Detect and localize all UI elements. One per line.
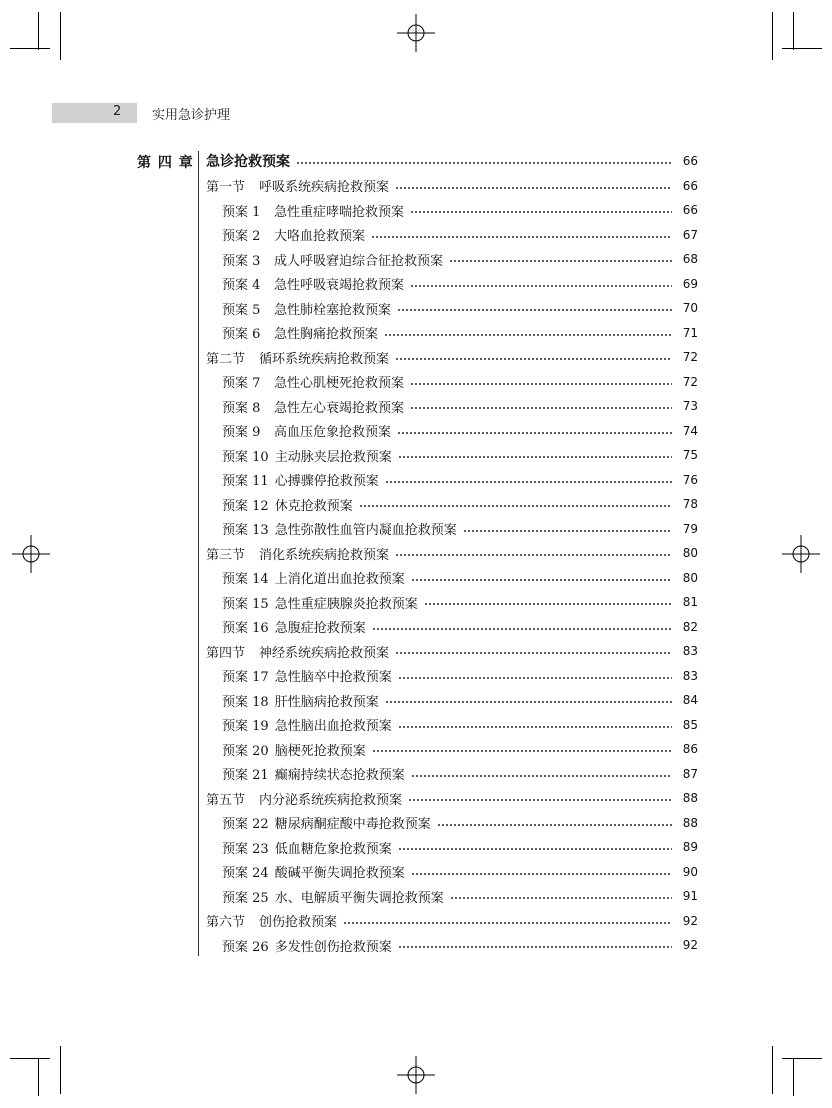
dot-leader: [372, 750, 672, 752]
entry-title: 低血糖危象抢救预案: [274, 841, 392, 857]
toc-section-row[interactable]: [206, 174, 698, 199]
entry-label: [222, 617, 366, 636]
crop-mark: [793, 1058, 794, 1096]
entry-label: [222, 250, 443, 269]
dot-leader: [411, 775, 672, 777]
entry-label: [222, 936, 392, 955]
page-ref: 79: [682, 521, 698, 536]
entry-title: 多发性创伤抢救预案: [274, 939, 392, 955]
entry-number: 预案 22: [222, 817, 269, 833]
entry-label: [222, 446, 392, 465]
entry-title: 呼吸系统疾病抢救预案: [259, 180, 390, 196]
page-ref: 71: [682, 325, 698, 340]
toc-plan-row[interactable]: [206, 468, 698, 493]
page-ref: 83: [682, 644, 698, 659]
page-ref: 66: [682, 178, 698, 193]
entry-label: [222, 887, 444, 906]
toc-plan-row[interactable]: [206, 933, 698, 958]
entry-number: 预案 9: [222, 425, 261, 441]
page-ref: 72: [682, 374, 698, 389]
entry-title: 急性左心衰竭抢救预案: [274, 400, 405, 416]
dot-leader: [449, 260, 672, 262]
entry-number: 预案 25: [222, 890, 269, 906]
entry-number: 预案 2: [222, 229, 261, 245]
dot-leader: [398, 677, 672, 679]
toc-plan-row[interactable]: [206, 223, 698, 248]
entry-title: 消化系统疾病抢救预案: [259, 547, 390, 563]
entry-title: 急性脑出血抢救预案: [274, 719, 392, 735]
dot-leader: [395, 358, 672, 360]
entry-number: 预案 17: [222, 670, 269, 686]
entry-number: 预案 15: [222, 596, 269, 612]
entry-number: 预案 21: [222, 768, 269, 784]
entry-title: 大咯血抢救预案: [274, 229, 366, 245]
entry-label: [222, 764, 405, 783]
dot-leader: [410, 211, 672, 213]
dot-leader: [371, 236, 672, 238]
entry-label: [222, 372, 404, 391]
dot-leader: [398, 946, 672, 948]
toc-plan-row[interactable]: [206, 884, 698, 909]
entry-label: [222, 666, 392, 685]
toc-plan-row[interactable]: [206, 419, 698, 444]
dot-leader: [395, 187, 672, 189]
entry-number: 预案 20: [222, 743, 269, 759]
page-ref: 80: [682, 570, 698, 585]
page-ref: 81: [682, 595, 698, 610]
page-ref: 86: [682, 742, 698, 757]
page-ref: 75: [682, 448, 698, 463]
dot-leader: [437, 824, 672, 826]
registration-mark-top: [397, 14, 435, 52]
dot-leader: [410, 383, 672, 385]
entry-label: [222, 323, 378, 342]
page-ref: 73: [682, 399, 698, 414]
page-ref: 72: [682, 350, 698, 365]
entry-title: 急性胸痛抢救预案: [274, 327, 379, 343]
page-number: 2: [113, 104, 122, 119]
entry-label: [206, 544, 389, 563]
toc-plan-row[interactable]: [206, 492, 698, 517]
toc-chapter-row[interactable]: [206, 149, 698, 174]
entry-title: 急性心肌梗死抢救预案: [274, 376, 405, 392]
chapter-label: 第 四 章: [137, 155, 194, 171]
entry-label: [222, 715, 392, 734]
entry-title: 循环系统疾病抢救预案: [259, 351, 390, 367]
entry-number: 预案 14: [222, 572, 269, 588]
page-ref: 91: [682, 889, 698, 904]
entry-number: 第一节: [206, 180, 246, 196]
dot-leader: [450, 897, 672, 899]
entry-label: [222, 225, 365, 244]
crop-mark: [793, 12, 794, 50]
entry-number: 预案 4: [222, 278, 261, 294]
dot-leader: [411, 579, 672, 581]
dot-leader: [411, 873, 672, 875]
dot-leader: [343, 922, 672, 924]
vertical-rule: [198, 151, 199, 956]
toc-section-row[interactable]: [206, 909, 698, 934]
page-ref: 88: [682, 791, 698, 806]
entry-number: 第二节: [206, 351, 246, 367]
entry-title: 酸碱平衡失调抢救预案: [274, 866, 405, 882]
entry-title: 急性呼吸衰竭抢救预案: [274, 278, 405, 294]
toc-plan-row[interactable]: [206, 590, 698, 615]
entry-label: [222, 397, 404, 416]
entry-number: 预案 11: [222, 474, 269, 490]
page-ref: 80: [682, 546, 698, 561]
dot-leader: [397, 432, 672, 434]
dot-leader: [395, 554, 672, 556]
entry-title: 癫痫持续状态抢救预案: [274, 768, 405, 784]
toc-plan-row[interactable]: [206, 688, 698, 713]
dot-leader: [296, 162, 672, 164]
toc-plan-row[interactable]: [206, 198, 698, 223]
entry-label: [206, 348, 389, 367]
dot-leader: [410, 407, 672, 409]
entry-label: [222, 274, 404, 293]
dot-leader: [384, 334, 672, 336]
crop-mark: [782, 1058, 822, 1059]
page-ref: 76: [682, 472, 698, 487]
page-ref: 78: [682, 497, 698, 512]
toc-plan-row[interactable]: [206, 272, 698, 297]
page-ref: 89: [682, 840, 698, 855]
entry-title: 创伤抢救预案: [259, 915, 338, 931]
toc-plan-row[interactable]: [206, 394, 698, 419]
registration-mark-left: [12, 535, 50, 573]
page-ref: 69: [682, 276, 698, 291]
page-ref: 67: [682, 227, 698, 242]
entry-label: [222, 740, 366, 759]
entry-title: 急性重症胰腺炎抢救预案: [274, 596, 418, 612]
toc-plan-row[interactable]: [206, 443, 698, 468]
entry-label: [206, 642, 389, 661]
entry-label: [222, 862, 405, 881]
page-ref: 87: [682, 766, 698, 781]
dot-leader: [408, 799, 672, 801]
entry-label: [222, 495, 353, 514]
crop-mark: [60, 1046, 61, 1094]
entry-number: 预案 26: [222, 939, 269, 955]
entry-number: 第四节: [206, 645, 246, 661]
crop-mark: [60, 12, 61, 60]
entry-label: [222, 519, 457, 538]
toc-plan-row[interactable]: [206, 737, 698, 762]
toc-section-row[interactable]: [206, 541, 698, 566]
entry-number: 预案 5: [222, 302, 261, 318]
entry-number: 预案 12: [222, 498, 269, 514]
crop-mark: [38, 12, 39, 50]
dot-leader: [397, 309, 672, 311]
entry-title: 急腹症抢救预案: [274, 621, 366, 637]
entry-number: 预案 24: [222, 866, 269, 882]
entry-title: 急性重症哮喘抢救预案: [274, 204, 405, 220]
entry-title: 主动脉夹层抢救预案: [274, 449, 392, 465]
entry-label: [222, 813, 431, 832]
entry-title: 急性弥散性血管内凝血抢救预案: [274, 523, 457, 539]
entry-label: [222, 201, 404, 220]
page-ref: 74: [682, 423, 698, 438]
entry-label: [222, 299, 391, 318]
chapter-title: 急诊抢救预案: [206, 154, 290, 171]
entry-title: 水、电解质平衡失调抢救预案: [274, 890, 444, 906]
dot-leader: [359, 505, 672, 507]
entry-title: 内分泌系统疾病抢救预案: [259, 792, 403, 808]
dot-leader: [395, 652, 672, 654]
crop-mark: [38, 1058, 39, 1096]
page-ref: 70: [682, 301, 698, 316]
registration-mark-bottom: [397, 1056, 435, 1094]
toc-plan-row[interactable]: [206, 811, 698, 836]
crop-mark: [772, 1046, 773, 1094]
entry-title: 心搏骤停抢救预案: [274, 474, 379, 490]
crop-mark: [10, 1058, 50, 1059]
entry-title: 脑梗死抢救预案: [274, 743, 366, 759]
entry-label: [222, 421, 391, 440]
crop-mark: [772, 12, 773, 60]
entry-label: [222, 838, 392, 857]
page-ref: 92: [682, 938, 698, 953]
entry-number: 预案 13: [222, 523, 269, 539]
entry-number: 预案 18: [222, 694, 269, 710]
toc-plan-row[interactable]: [206, 247, 698, 272]
entry-title: 成人呼吸窘迫综合征抢救预案: [274, 253, 444, 269]
toc-plan-row[interactable]: [206, 860, 698, 885]
entry-label: [222, 470, 379, 489]
registration-mark-right: [782, 535, 820, 573]
entry-title: 肝性脑病抢救预案: [274, 694, 379, 710]
page-ref: 68: [682, 252, 698, 267]
dot-leader: [385, 701, 672, 703]
dot-leader: [410, 285, 672, 287]
toc-plan-row[interactable]: [206, 664, 698, 689]
entry-title: 神经系统疾病抢救预案: [259, 645, 390, 661]
entry-number: 预案 8: [222, 400, 261, 416]
entry-label: [222, 691, 379, 710]
page-ref: 90: [682, 864, 698, 879]
toc-plan-row[interactable]: [206, 296, 698, 321]
page-ref: 83: [682, 668, 698, 683]
entry-label: [222, 568, 405, 587]
page-ref: 85: [682, 717, 698, 732]
toc-plan-row[interactable]: [206, 762, 698, 787]
page-ref: 92: [682, 913, 698, 928]
entry-number: 预案 10: [222, 449, 269, 465]
toc-plan-row[interactable]: [206, 321, 698, 346]
entry-title: 上消化道出血抢救预案: [274, 572, 405, 588]
toc-plan-row[interactable]: [206, 835, 698, 860]
entry-number: 预案 1: [222, 204, 261, 220]
toc-plan-row[interactable]: [206, 713, 698, 738]
toc-plan-row[interactable]: [206, 566, 698, 591]
header-bar: [52, 103, 137, 123]
toc-section-row[interactable]: [206, 345, 698, 370]
dot-leader: [372, 628, 672, 630]
entry-label: [222, 593, 418, 612]
entry-number: 预案 23: [222, 841, 269, 857]
toc-entries: [206, 174, 698, 958]
entry-title: 糖尿病酮症酸中毒抢救预案: [274, 817, 431, 833]
page-ref: 88: [682, 815, 698, 830]
page-ref: 66: [682, 154, 698, 169]
entry-number: 第六节: [206, 915, 246, 931]
page-ref: 82: [682, 619, 698, 634]
entry-label: [206, 789, 402, 808]
entry-number: 预案 6: [222, 327, 261, 343]
dot-leader: [385, 481, 672, 483]
toc-plan-row[interactable]: [206, 615, 698, 640]
entry-number: 第三节: [206, 547, 246, 563]
toc-section-row[interactable]: [206, 786, 698, 811]
entry-number: 预案 3: [222, 253, 261, 269]
entry-title: 急性肺栓塞抢救预案: [274, 302, 392, 318]
dot-leader: [398, 456, 672, 458]
table-of-contents: [206, 149, 698, 958]
entry-label: [206, 911, 337, 930]
dot-leader: [424, 603, 672, 605]
entry-number: 预案 7: [222, 376, 261, 392]
entry-number: 第五节: [206, 792, 246, 808]
dot-leader: [398, 848, 672, 850]
dot-leader: [398, 726, 672, 728]
crop-mark: [782, 48, 822, 49]
entry-title: 休克抢救预案: [274, 498, 353, 514]
page-ref: 84: [682, 693, 698, 708]
toc-section-row[interactable]: [206, 639, 698, 664]
toc-plan-row[interactable]: [206, 370, 698, 395]
entry-number: 预案 19: [222, 719, 269, 735]
book-title: 实用急诊护理: [152, 108, 231, 123]
toc-plan-row[interactable]: [206, 517, 698, 542]
entry-title: 高血压危象抢救预案: [274, 425, 392, 441]
crop-mark: [10, 48, 50, 49]
entry-title: 急性脑卒中抢救预案: [274, 670, 392, 686]
entry-number: 预案 16: [222, 621, 269, 637]
entry-label: [206, 176, 389, 195]
page-ref: 66: [682, 203, 698, 218]
dot-leader: [463, 530, 672, 532]
